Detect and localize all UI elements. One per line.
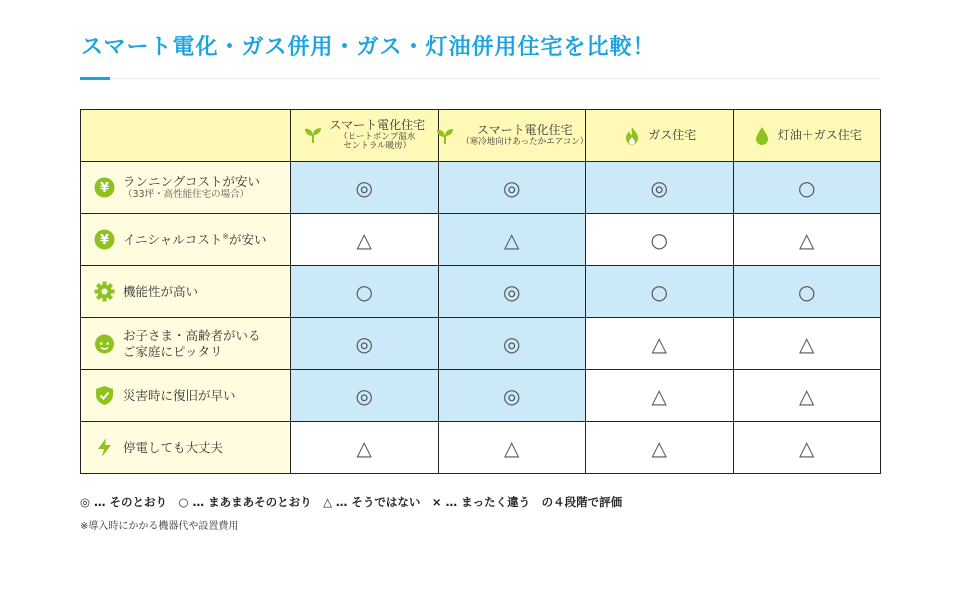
table-row [81,162,881,214]
rating-cell: ◎ [438,162,586,214]
table-row [81,422,881,474]
table-row [81,318,881,370]
row-header-running-cost [81,162,291,214]
table-header-row [81,110,881,162]
rating-cell: ○ [586,214,734,266]
title-accent-bar [80,77,110,80]
column-header-sub: （ヒートポンプ温水 [339,131,416,142]
row-header-family-friendly [81,318,291,370]
rating-cell: ◎ [291,370,439,422]
page-title: スマート電化・ガス併用・ガス・灯油併用住宅を比較！ [81,35,656,60]
column-header-electric-hp [291,110,439,162]
rating-cell: ◎ [438,266,586,318]
column-header-label: 灯油＋ガス住宅 [777,127,862,142]
row-label: 停電しても大丈夫 [123,439,224,455]
table-row [81,214,881,266]
row-header-initial-cost [81,214,291,266]
row-label: 災害時に復旧が早い [123,387,236,403]
column-header-electric-ac [438,110,589,162]
row-label: お子さま・高齢者がいる [123,327,261,343]
rating-cell: △ [291,214,439,266]
rating-cell: △ [438,214,586,266]
rating-cell: △ [586,370,734,422]
yen-icon [94,177,115,198]
row-label: 機能性が高い [123,283,199,299]
row-header-functionality [81,266,291,318]
rating-cell: △ [438,422,586,474]
table-row [81,370,881,422]
column-header-label: ガス住宅 [648,127,697,142]
family-icon [94,333,115,354]
shield-check-icon [94,385,115,406]
rating-cell: ○ [291,266,439,318]
column-header-label: スマート電化住宅 [329,117,426,132]
footnote: ※導入時にかかる機器代や設置費用 [80,521,239,532]
row-header-disaster-recovery [81,370,291,422]
footnote-mark: ※ [222,231,229,241]
row-label-line2: ご家庭にピッタリ [123,343,223,359]
rating-cell: ◎ [438,318,586,370]
svg-text:¥: ¥ [99,181,110,196]
rating-cell: △ [733,318,881,370]
rating-cell: △ [733,370,881,422]
column-header-gas [586,110,734,162]
column-header-oil-gas [733,110,881,162]
rating-cell: ○ [733,162,881,214]
title-divider [80,78,880,79]
row-label: ランニングコストが安い [123,173,261,189]
oil-drop-icon [752,126,772,146]
row-note: （33坪・高性能住宅の場合） [123,189,250,201]
table-row [81,266,881,318]
rating-cell: ◎ [438,370,586,422]
rating-cell: △ [733,214,881,266]
rating-cell: △ [586,422,734,474]
column-header-label: スマート電化住宅 [476,122,573,137]
column-header-sub: （寒冷地向けあったかエアコン） [461,136,589,147]
flame-icon [622,126,642,146]
header-corner-cell [81,110,291,162]
gear-icon [94,281,115,302]
yen-icon [94,229,115,250]
row-label-suffix: が安い [228,231,267,247]
row-label: イニシャルコスト [123,231,223,247]
svg-text:¥: ¥ [99,233,110,248]
sprout-icon [435,126,455,146]
rating-cell: △ [291,422,439,474]
rating-cell: ◎ [291,318,439,370]
rating-legend: ◎ … そのとおり ○ … まあまあそのとおり △ … そうではない × … まったく違う の４段階で評価 [80,495,623,509]
rating-cell: △ [586,318,734,370]
sprout-icon [303,125,323,145]
comparison-table [80,109,881,474]
column-header-sub: セントラル暖房） [343,141,412,152]
rating-cell: ◎ [291,162,439,214]
rating-cell: ◎ [586,162,734,214]
rating-cell: ○ [733,266,881,318]
row-header-power-outage [81,422,291,474]
rating-cell: △ [733,422,881,474]
rating-cell: ○ [586,266,734,318]
lightning-icon [94,437,115,458]
